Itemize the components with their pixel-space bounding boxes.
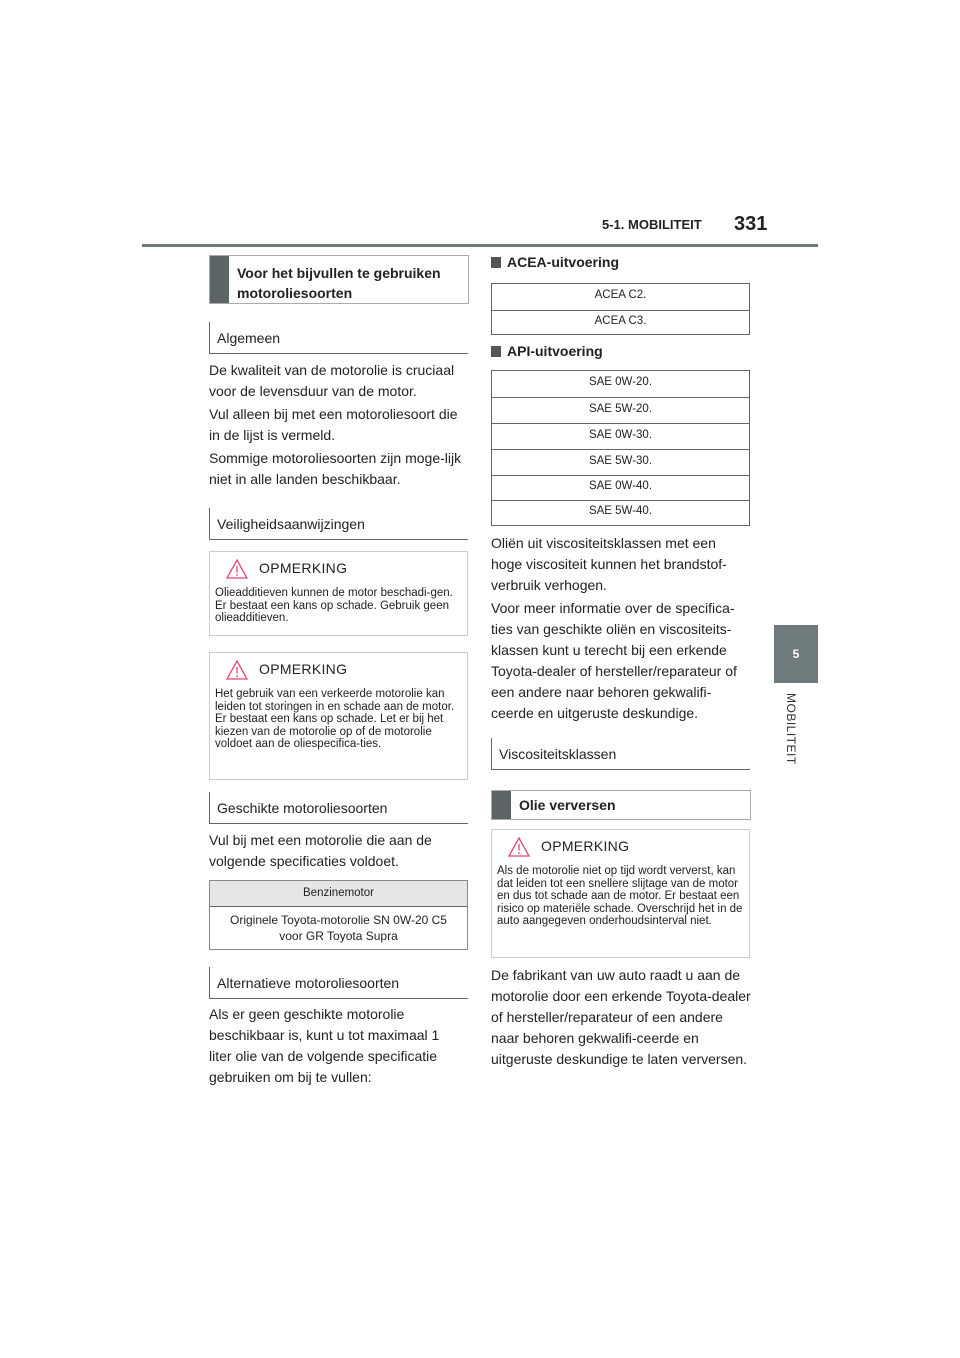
acea-table — [491, 283, 750, 335]
bullet-heading-acea — [491, 254, 619, 270]
subheading-alternatieve — [209, 967, 468, 999]
subheading-visco — [491, 738, 750, 770]
bullet-heading-text: ACEA-uitvoering — [507, 254, 619, 270]
table-row: SAE 5W-30. — [492, 449, 749, 475]
api-table — [491, 370, 750, 526]
bullet-square-icon — [491, 257, 501, 268]
bullet-square-icon — [491, 346, 501, 357]
subheading-geschikte — [209, 792, 468, 824]
section-box-bijvullen — [209, 255, 469, 304]
note-title: OPMERKING — [259, 560, 348, 576]
table-row: SAE 5W-20. — [492, 397, 749, 423]
page-number: 331 — [734, 213, 768, 235]
subheading-veiligheid — [209, 508, 468, 540]
subheading-text: Viscositeitsklassen — [499, 746, 617, 762]
note-text: Olieadditieven kunnen de motor beschadi-gen. Er bestaat een kans op schade. Gebruik geen olieadditieven. — [215, 587, 453, 624]
section-box-bar — [210, 256, 229, 303]
paragraph: De fabrikant van uw auto raadt u aan de motorolie door een erkende Toyota-dealer of hersteller/reparateur of een andere naar behoren gekwalifi-ceerde en uitgeruste deskundige te laten verversen. — [491, 967, 751, 1067]
table-row: SAE 5W-40. — [492, 500, 749, 525]
note-title: OPMERKING — [259, 661, 348, 677]
paragraph: Vul alleen bij met een motoroliesoort die in de lijst is vermeld. — [209, 406, 458, 443]
warning-note — [209, 551, 468, 636]
section-box-bar — [492, 791, 511, 819]
warning-icon — [226, 559, 248, 579]
warning-icon — [508, 837, 530, 857]
section-box-title: Voor het bijvullen te gebruiken motoroliesoorten — [237, 265, 441, 301]
table-row: SAE 0W-40. — [492, 475, 749, 500]
table-row: ACEA C2. — [594, 289, 647, 301]
table-header: Benzinemotor — [210, 881, 467, 906]
subheading-text: Algemeen — [217, 330, 281, 346]
table-row: SAE 0W-20. — [588, 376, 653, 388]
table-cell-line: voor GR Toyota Supra — [279, 929, 398, 943]
section-box-title: Olie verversen — [519, 797, 616, 813]
subheading-text: Geschikte motoroliesoorten — [217, 800, 388, 816]
subheading-text: Veiligheidsaanwijzingen — [217, 516, 365, 532]
note-text: Als de motorolie niet op tijd wordt ververst, kan dat leiden tot een snellere slijtage van de motor en dus tot schade aan de motor. Er bestaat een risico op materiële schade. Overschrijd het in de auto aangegeven onderhoudsinterval niet. — [497, 865, 743, 927]
table-row: ACEA C3. — [492, 310, 749, 335]
chapter-label: MOBILITEIT — [784, 693, 798, 765]
paragraph: Sommige motoroliesoorten zijn moge-lijk niet in alle landen beschikbaar. — [209, 450, 462, 487]
header-rule — [142, 244, 818, 247]
table-row: SAE 0W-30. — [492, 423, 749, 449]
paragraph: Voor meer informatie over de specifica-ties van geschikte oliën en viscositeits-klassen kunt u terecht bij een erkende Toyota-dealer of hersteller/reparateur of een andere naar behoren gekwalifi-ceerde en uitgeruste deskundige. — [491, 600, 737, 721]
table-cell — [210, 906, 467, 949]
subheading-algemeen — [209, 322, 468, 354]
bullet-heading-api — [491, 343, 603, 359]
note-title: OPMERKING — [541, 838, 630, 854]
section-title: 5-1. MOBILITEIT — [602, 217, 702, 232]
paragraph: De kwaliteit van de motorolie is cruciaal voor de levensduur van de motor. — [209, 362, 455, 399]
warning-note — [209, 652, 468, 780]
note-text: Het gebruik van een verkeerde motorolie kan leiden tot storingen in en schade aan de motor. Er bestaat een kans op schade. Let er bij het kiezen van de motorolie op of de motorolie voldoet aan de oliespecifica-ties. — [215, 688, 455, 750]
table-cell-line: Originele Toyota-motorolie SN 0W-20 C5 — [230, 913, 447, 927]
paragraph: Als er geen geschikte motorolie beschikbaar is, kunt u tot maximaal 1 liter olie van de volgende specificatie gebruiken om bij te vullen: — [209, 1006, 440, 1085]
bullet-heading-text: API-uitvoering — [507, 343, 603, 359]
subheading-text: Alternatieve motoroliesoorten — [217, 975, 400, 991]
chapter-tab: 5 — [774, 625, 818, 683]
section-box-olie-verversen — [491, 790, 751, 820]
paragraph: Vul bij met een motorolie die aan de volgende specificaties voldoet. — [209, 832, 432, 869]
paragraph: Oliën uit viscositeitsklassen met een hoge viscositeit kunnen het brandstof-verbruik verhogen. — [491, 535, 727, 593]
oil-spec-table — [209, 880, 468, 950]
warning-icon — [226, 660, 248, 680]
warning-note — [491, 829, 750, 958]
